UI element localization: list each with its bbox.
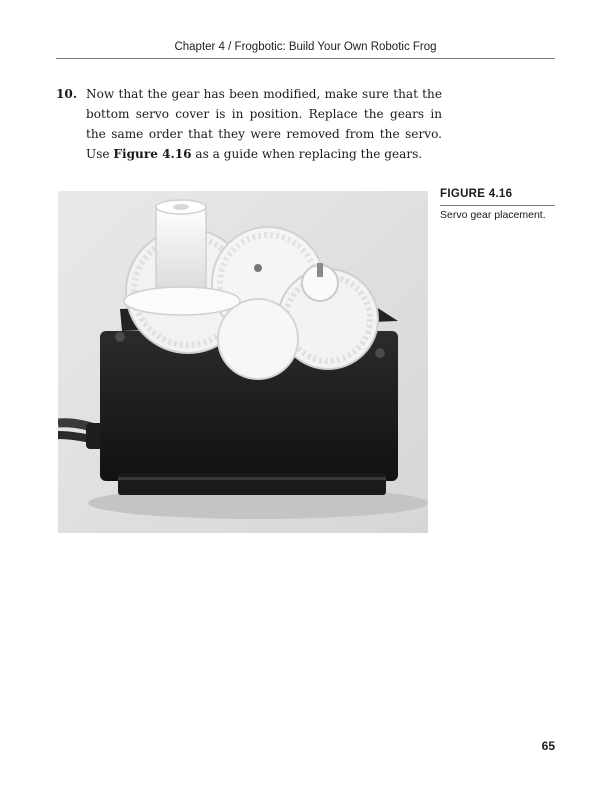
servo-gear-photo (58, 191, 428, 533)
figure-caption: Servo gear placement. (440, 209, 546, 221)
step-text-before: Now that the gear has been modified, make sure that the bottom servo cover is in position. Replace the gears in the same order that they were removed from the servo. Use (86, 87, 442, 161)
running-head-rule (56, 58, 555, 59)
caption-rule (440, 205, 555, 206)
step-number: 10. (56, 87, 78, 101)
figure-reference: Figure 4.16 (113, 147, 192, 161)
figure-label: FIGURE 4.16 (440, 188, 513, 200)
page-number: 65 (541, 739, 555, 753)
step-text (86, 84, 442, 164)
step-text-after: as a guide when replacing the gears. (191, 147, 423, 161)
numbered-step (56, 84, 442, 164)
running-head: Chapter 4 / Frogbotic: Build Your Own Robotic Frog (174, 41, 437, 53)
